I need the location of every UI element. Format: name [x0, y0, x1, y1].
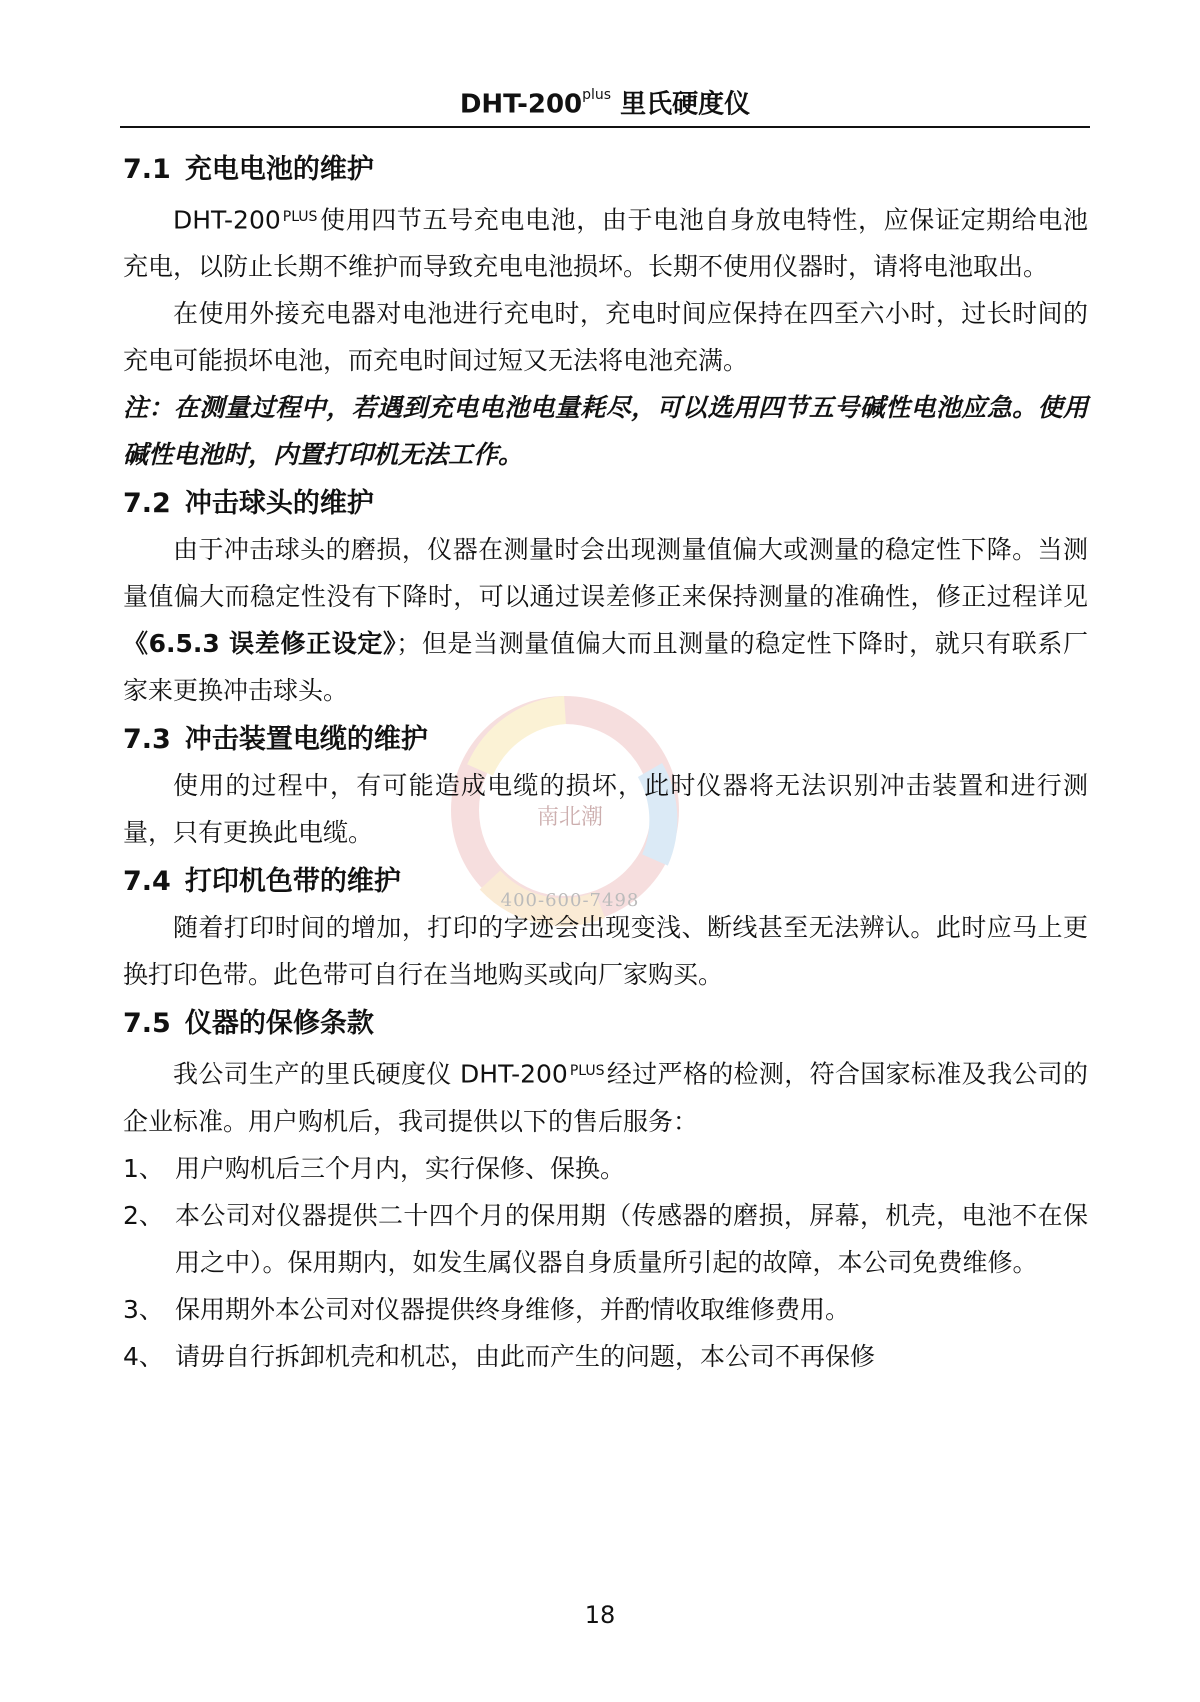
list-index: 3、 [123, 1294, 164, 1324]
list-text: 请毋自行拆卸机壳和机芯，由此而产生的问题，本公司不再保修 [175, 1341, 876, 1371]
list-item [123, 1333, 1088, 1380]
paragraph-text: 由于冲击球头的磨损，仪器在测量时会出现测量值偏大或测量的稳定性下降。当测量值偏大而稳定性没有下降时，可以通过误差修正来保持测量的准确性，修正过程详见 [123, 535, 1088, 612]
page-content [123, 148, 1088, 1380]
header-rule [120, 126, 1090, 128]
list-text: 保用期外本公司对仪器提供终身维修，并酌情收取维修费用。 [175, 1294, 851, 1324]
section-heading: 打印机色带的维护 [184, 866, 401, 898]
list-item [123, 1192, 1088, 1286]
section-heading: 充电电池的维护 [184, 154, 374, 185]
paragraph-text: 使用四节五号充电电池，由于电池自身放电特性，应保证定期给电池充电，以防止长期不维护而导致充电电池损坏。长期不使用仪器时，请将电池取出。 [123, 205, 1088, 282]
list-text: 用户购机后三个月内，实行保修、保换。 [175, 1153, 626, 1183]
model-name: DHT-200 [173, 205, 281, 235]
section-number: 7.1 [123, 154, 171, 185]
section-number: 7.2 [123, 488, 171, 520]
header-model: DHT-200 [459, 89, 583, 120]
section-number: 7.3 [123, 724, 171, 756]
paragraph-text: 经过严格的检测，符合国家标准及我公司的企业标准。用户购机后，我司提供以下的售后服务： [123, 1059, 1088, 1136]
section-title-7-3 [123, 718, 1088, 762]
cross-reference: 《6.5.3 误差修正设定》 [123, 629, 397, 659]
warranty-list [123, 1145, 1088, 1380]
section-title-7-1 [123, 148, 1088, 192]
model-sup: PLUS [569, 1063, 605, 1080]
paragraph-text: ；但是当测量值偏大而且测量的稳定性下降时，就只有联系厂家来更换冲击球头。 [123, 629, 1088, 706]
section-title-7-2 [123, 482, 1088, 526]
paragraph: 使用的过程中，有可能造成电缆的损坏，此时仪器将无法识别冲击装置和进行测量，只有更换此电缆。 [123, 771, 1088, 848]
paragraph [123, 192, 1088, 290]
header-title: 里氏硬度仪 [620, 89, 751, 120]
watermark-brand: 南北潮 [536, 805, 603, 830]
list-index: 4、 [123, 1341, 164, 1371]
section-heading: 冲击球头的维护 [184, 488, 374, 520]
page-number: 18 [584, 1601, 616, 1629]
list-item [123, 1145, 1088, 1192]
list-index: 2、 [123, 1200, 164, 1230]
header-model-sup: plus [582, 87, 612, 103]
paragraph-text: 我公司生产的里氏硬度仪 DHT-200 [173, 1059, 568, 1089]
section-number: 7.5 [123, 1008, 171, 1040]
section-heading: 冲击装置电缆的维护 [184, 724, 428, 756]
list-index: 1、 [123, 1153, 164, 1183]
list-item [123, 1286, 1088, 1333]
section-title-7-5 [123, 1002, 1088, 1046]
section-title-7-4 [123, 860, 1088, 904]
paragraph [123, 526, 1088, 714]
watermark-phone: 400-600-7498 [500, 890, 640, 911]
list-text: 本公司对仪器提供二十四个月的保用期（传感器的磨损，屏幕，机壳，电池不在保用之中）。保用期内，如发生属仪器自身质量所引起的故障，本公司免费维修。 [175, 1200, 1088, 1277]
section-heading: 仪器的保修条款 [184, 1008, 374, 1040]
model-sup: PLUS [282, 209, 318, 225]
section-number: 7.4 [123, 866, 171, 898]
paragraph [123, 1046, 1088, 1144]
paragraph: 随着打印时间的增加，打印的字迹会出现变浅、断线甚至无法辨认。此时应马上更换打印色带。此色带可自行在当地购买或向厂家购买。 [123, 913, 1088, 990]
running-header [120, 82, 1090, 122]
paragraph: 在使用外接充电器对电池进行充电时，充电时间应保持在四至六小时，过长时间的充电可能损坏电池，而充电时间过短又无法将电池充满。 [123, 299, 1088, 376]
note-paragraph: 注：在测量过程中，若遇到充电电池电量耗尽，可以选用四节五号碱性电池应急。使用碱性电池时，内置打印机无法工作。 [123, 393, 1088, 470]
